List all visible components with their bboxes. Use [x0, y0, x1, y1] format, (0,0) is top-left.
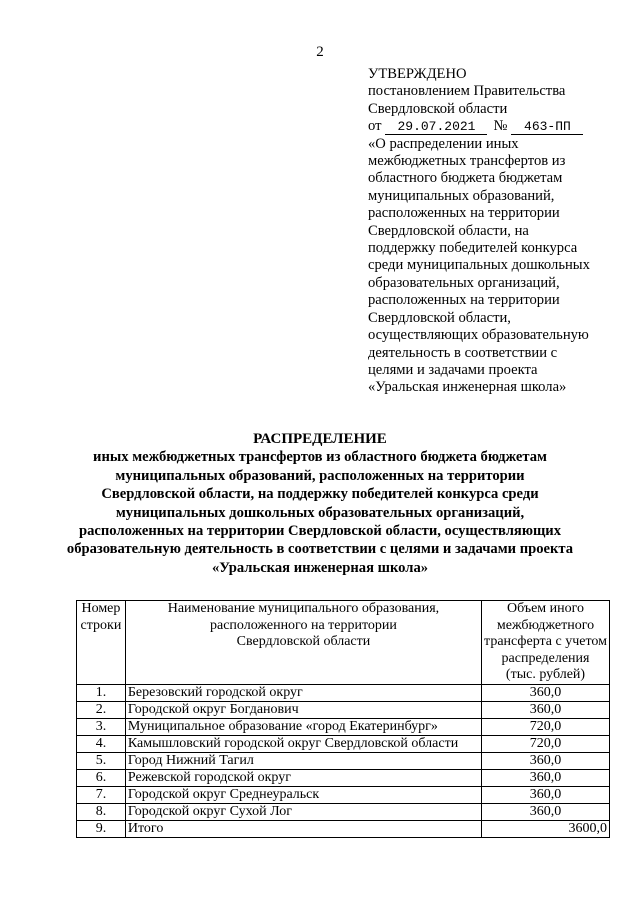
approval-title: УТВЕРЖДЕНО: [368, 66, 467, 82]
municipality-name: Городской округ Богданович: [125, 701, 481, 718]
municipality-name: Камышловский городской округ Свердловской области: [125, 735, 481, 752]
table-header-row: [77, 601, 610, 685]
approval-block: [368, 66, 618, 397]
municipality-name: Городской округ Среднеуральск: [125, 786, 481, 803]
row-number: 8.: [77, 803, 126, 820]
header-municipality: [125, 601, 481, 685]
header-text: распределения: [501, 650, 590, 666]
number-label: №: [493, 118, 508, 135]
header-amount: [482, 601, 610, 685]
row-number: 5.: [77, 752, 126, 769]
resolution-line: муниципальных образований,: [368, 187, 555, 204]
row-number: 3.: [77, 718, 126, 735]
table-row: [77, 752, 610, 769]
header-text: Номер: [81, 601, 121, 616]
resolution-line: Свердловской области, на: [368, 222, 529, 239]
table-row: [77, 786, 610, 803]
approval-date-row: [368, 118, 618, 135]
heading-line: муниципальных дошкольных образовательных организаций,: [115, 504, 525, 521]
municipality-name: Режевской городской округ: [125, 769, 481, 786]
municipality-name: Итого: [125, 820, 481, 837]
heading-line: расположенных на территории Свердловской области, осуществляющих: [79, 523, 561, 540]
resolution-line: целями и задачами проекта: [368, 361, 538, 378]
resolution-line: среди муниципальных дошкольных: [368, 257, 590, 274]
header-text: трансферта с учетом: [484, 634, 608, 650]
header-text: строки: [80, 617, 122, 633]
transfer-amount: 720,0: [482, 735, 610, 752]
table-row: [77, 735, 610, 752]
resolution-title: [368, 136, 618, 397]
header-text: межбюджетного: [496, 617, 595, 633]
table-row: [77, 718, 610, 735]
resolution-line: осуществляющих образовательную: [368, 327, 589, 344]
transfer-amount: 360,0: [482, 803, 610, 820]
heading-line: «Уральская инженерная школа»: [211, 559, 429, 576]
resolution-line: областного бюджета бюджетам: [368, 170, 563, 187]
page-number: 2: [316, 44, 324, 60]
heading-line: иных межбюджетных трансфертов из областного бюджета бюджетам: [93, 449, 547, 466]
transfer-amount: 360,0: [482, 701, 610, 718]
resolution-line: межбюджетных трансфертов из: [368, 153, 566, 170]
header-text: Свердловской области: [236, 634, 371, 650]
header-row-number: [77, 601, 126, 685]
resolution-line: Свердловской области,: [368, 309, 511, 326]
row-number: 7.: [77, 786, 126, 803]
table-row: [77, 701, 610, 718]
transfer-amount: 360,0: [482, 769, 610, 786]
approval-date: 29.07.2021: [385, 120, 487, 135]
resolution-line: деятельность в соответствии с: [368, 344, 558, 361]
approval-number: 463-ПП: [511, 120, 583, 135]
heading-line: Свердловской области, на поддержку победителей конкурса среди: [101, 486, 539, 503]
municipality-name: Город Нижний Тагил: [125, 752, 481, 769]
resolution-line: расположенных на территории: [368, 292, 560, 309]
resolution-line: «О распределении иных: [368, 135, 519, 152]
header-text: Объем иного: [506, 601, 585, 616]
document-heading: [0, 430, 640, 577]
header-text: Наименование муниципального образования,: [167, 601, 440, 616]
heading-line: муниципальных образований, расположенных на территории: [115, 467, 525, 484]
transfer-amount: 720,0: [482, 718, 610, 735]
transfer-amount: 360,0: [482, 786, 610, 803]
transfer-amount: 3600,0: [482, 820, 610, 837]
heading-line: образовательную деятельность в соответствии с целями и задачами проекта: [66, 541, 574, 558]
from-label: от: [368, 118, 382, 135]
header-text: (тыс. рублей): [505, 667, 586, 683]
table-row: [77, 769, 610, 786]
distribution-table: [76, 600, 610, 838]
municipality-name: Березовский городской округ: [125, 684, 481, 701]
municipality-name: Муниципальное образование «город Екатеринбург»: [125, 718, 481, 735]
table-row-total: [77, 820, 610, 837]
row-number: 1.: [77, 684, 126, 701]
municipality-name: Городской округ Сухой Лог: [125, 803, 481, 820]
resolution-line: поддержку победителей конкурса: [368, 240, 578, 257]
heading-title: РАСПРЕДЕЛЕНИЕ: [253, 431, 387, 447]
transfer-amount: 360,0: [482, 752, 610, 769]
table-row: [77, 684, 610, 701]
resolution-line: «Уральская инженерная школа»: [368, 379, 567, 396]
transfer-amount: 360,0: [482, 684, 610, 701]
row-number: 9.: [77, 820, 126, 837]
row-number: 6.: [77, 769, 126, 786]
row-number: 2.: [77, 701, 126, 718]
resolution-line: образовательных организаций,: [368, 274, 560, 291]
approval-line: Свердловской области: [368, 100, 508, 117]
table-row: [77, 803, 610, 820]
approval-line: постановлением Правительства: [368, 83, 566, 100]
header-text: расположенного на территории: [210, 617, 397, 633]
resolution-line: расположенных на территории: [368, 205, 560, 222]
row-number: 4.: [77, 735, 126, 752]
